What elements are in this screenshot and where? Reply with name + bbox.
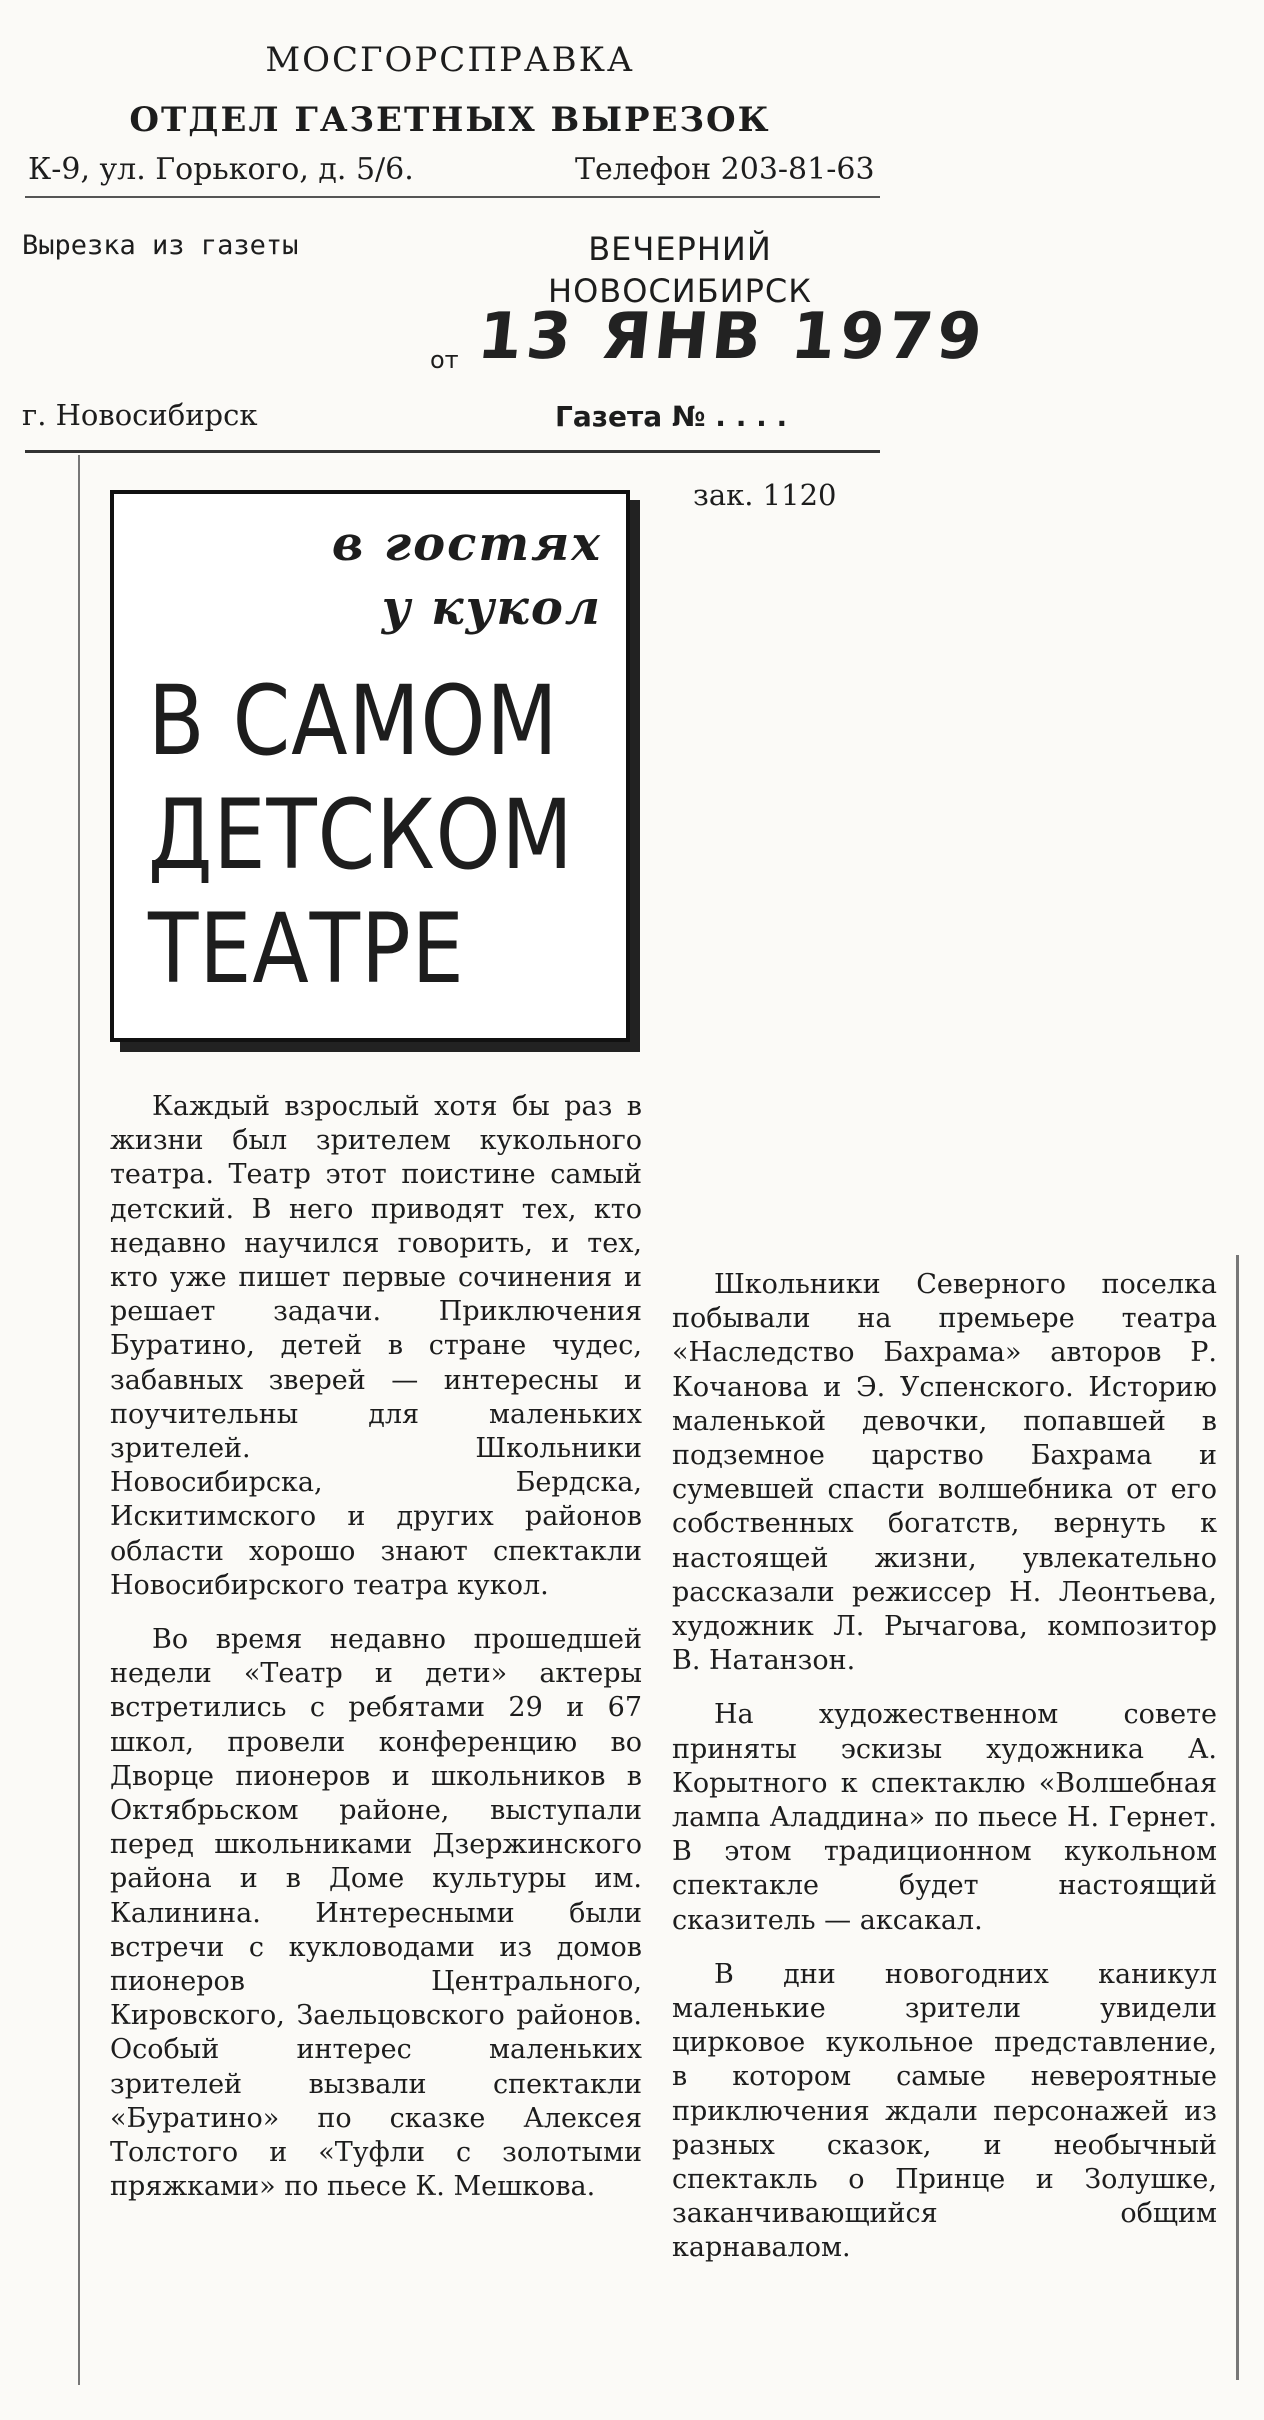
- paragraph: [672, 1698, 1217, 1937]
- article-column-2: [672, 1268, 1217, 2266]
- article-headline: [148, 664, 574, 1006]
- department-name: ОТДЕЛ ГАЗЕТНЫХ ВЫРЕЗОК: [129, 100, 771, 140]
- headline-line2: ДЕТСКОМ: [148, 779, 574, 891]
- paragraph-text: Школьники Северного поселка побывали на премьере театра «Наследство Бахрама» авторов Р. Кочанова и Э. Успенского. Историю маленькой девочки, попавшей в подземное царство Бахрама и сумевшей спасти волшебника от его собственных богатств, вернуть к настоящей жизни, увлекательно рассказали режиссер Н. Леонтьева, художник Л. Рычагова, композитор В. Натанзон.: [672, 1269, 1217, 1677]
- header-divider: [25, 196, 880, 198]
- headline-line3: ТЕАТРЕ: [148, 893, 465, 1005]
- paragraph: [672, 1268, 1217, 1678]
- article-headline-box: [110, 490, 630, 1042]
- paragraph-text: Во время недавно прошедшей недели «Театр и дети» актеры встретились с ребятами 29 и 67 школ, провели конференцию во Дворце пионеров и школьников в Октябрьском районе, выступали перед школьниками Дзержинского района и в Доме культуры им. Калинина. Интересными были встречи с кукловодами из домов пионеров Центрального, Кировского, Заельцовского районов. Особый интерес маленьких зрителей вызвали спектакли «Буратино» по сказке Алексея Толстого и «Туфли с золотыми пряжками» по пьесе К. Мешкова.: [110, 1624, 642, 2203]
- city-label: г. Новосибирск: [22, 398, 258, 432]
- clipping-label: Вырезка из газеты: [22, 230, 299, 261]
- date-stamp: 13 ЯНВ 1979: [474, 300, 990, 374]
- newspaper-name-line2: НОВОСИБИРСК: [548, 272, 812, 310]
- agency-phone: Телефон 203-81-63: [575, 152, 875, 187]
- rubric-line2: у кукол: [381, 580, 602, 636]
- article-rubric: [332, 512, 602, 640]
- date-from-label: от: [430, 346, 459, 374]
- paragraph-text: Каждый взрослый хотя бы раз в жизни был зрителем кукольного театра. Театр этот поистине самый детский. В него приводят тех, кто недавно научился говорить, и тех, кто уже пишет первые сочинения и решает задачи. Приключения Буратино, детей в стране чудес, забавных зверей — интересны и поучительны для маленьких зрителей. Школьники Новосибирска, Бердска, Искитимского и других районов области хорошо знают спектакли Новосибирского театра кукол.: [110, 1091, 642, 1601]
- newspaper-name-line1: ВЕЧЕРНИЙ: [588, 230, 772, 268]
- gazeta-number-label: Газета № . . . .: [555, 400, 788, 433]
- agency-name: МОСГОРСПРАВКА: [265, 40, 635, 80]
- article-column-1: [110, 1090, 642, 2205]
- paragraph: [110, 1090, 642, 1603]
- order-number: зак. 1120: [693, 478, 837, 512]
- rubric-line1: в гостях: [331, 516, 602, 572]
- headline-line1: В САМОМ: [148, 665, 559, 777]
- paragraph: [672, 1958, 1217, 2266]
- paragraph: [110, 1623, 642, 2204]
- clipping-divider: [25, 450, 880, 453]
- agency-address: К-9, ул. Горького, д. 5/6.: [28, 152, 414, 187]
- paragraph-text: На художественном совете приняты эскизы художника А. Корытного к спектаклю «Волшебная лампа Аладдина» по пьесе Н. Гернет. В этом традиционном кукольном спектакле будет настоящий сказитель — аксакал.: [672, 1699, 1217, 1936]
- paragraph-text: В дни новогодних каникул маленькие зрители увидели цирковое кукольное представление, в котором самые невероятные приключения ждали персонажей из разных сказок, и необычный спектакль о Принце и Золушке, заканчивающийся общим карнавалом.: [672, 1958, 1217, 2264]
